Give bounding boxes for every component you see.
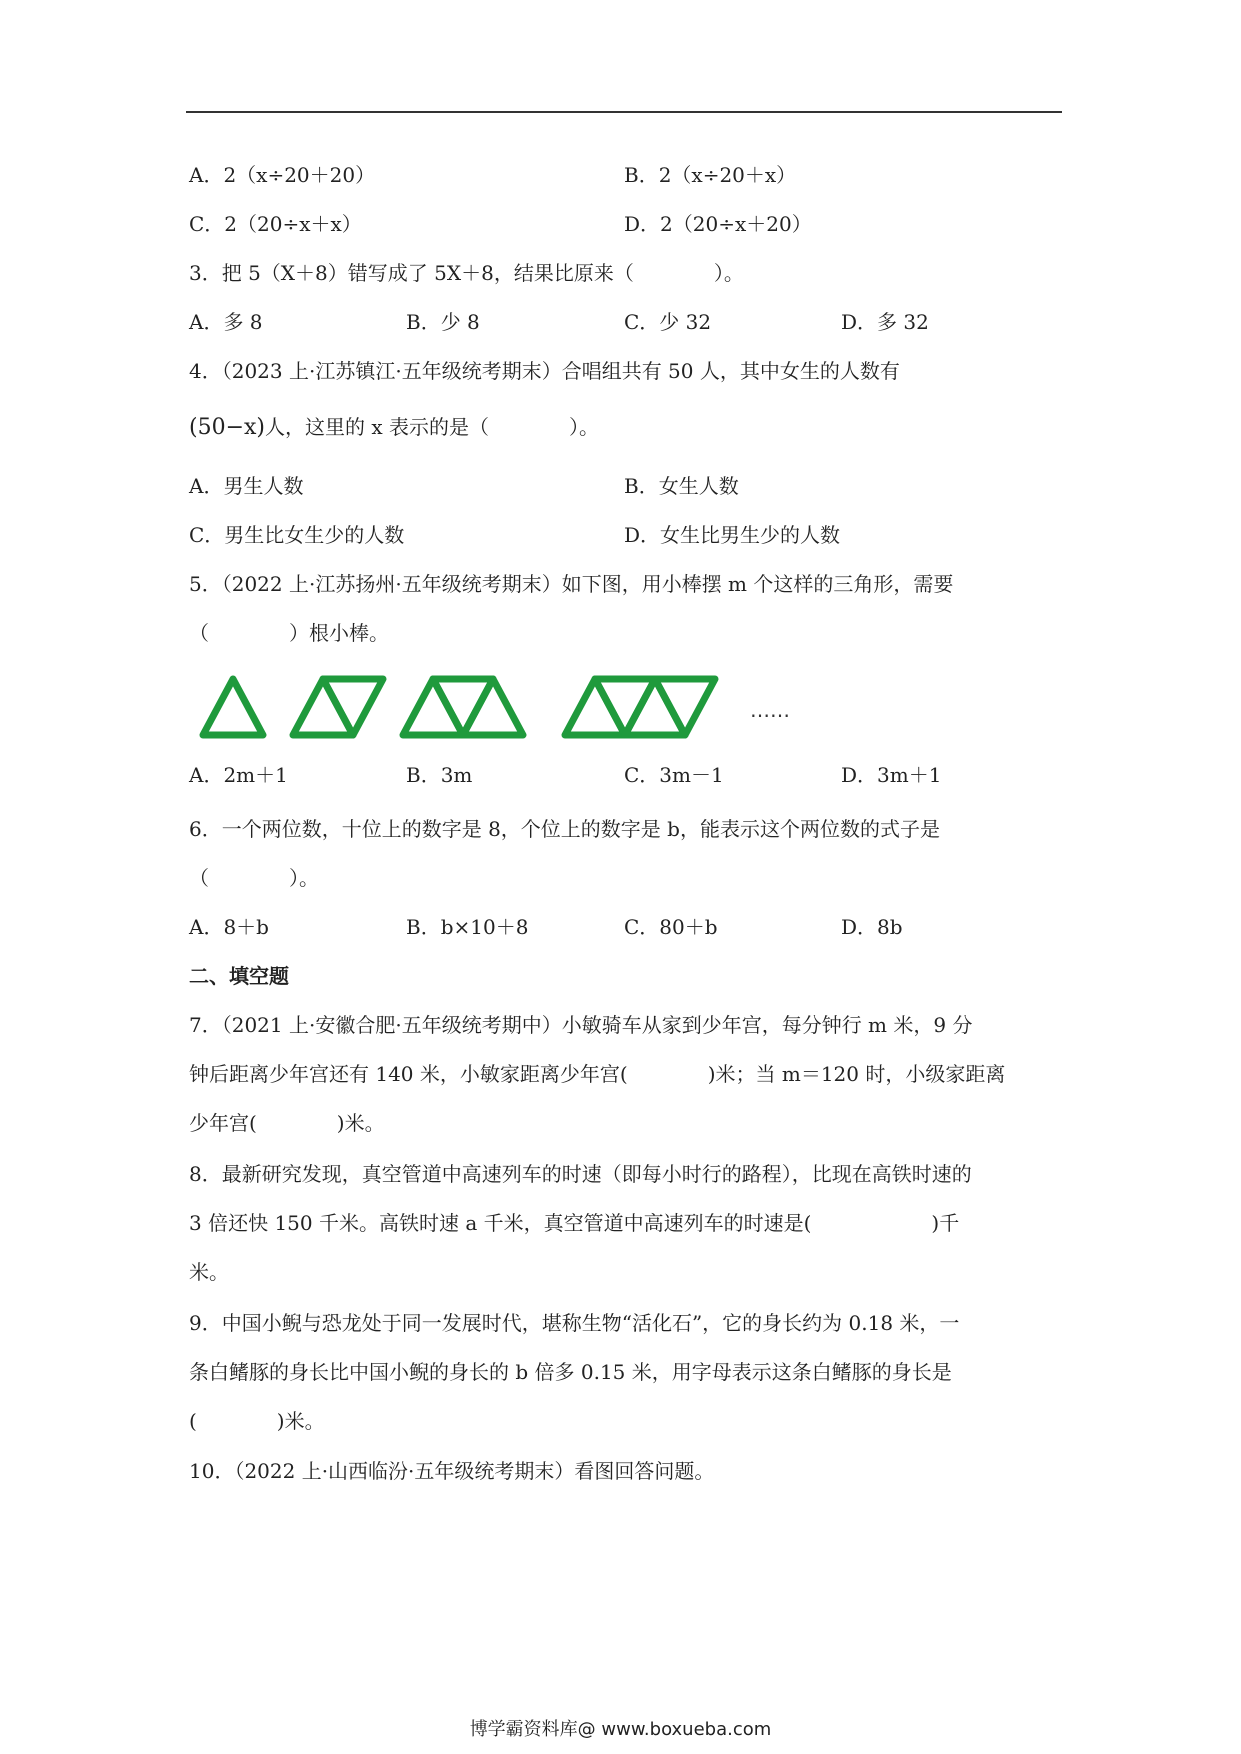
q5-option-c: C．3m－1 <box>624 763 724 787</box>
footer-watermark: 博学霸资料库@ www.boxueba.com <box>469 1719 772 1740</box>
q4-stem-line2 <box>189 412 599 443</box>
q4-option-d: D．女生比男生少的人数 <box>624 523 841 547</box>
q7-line2: 钟后距离少年宫还有 140 米，小敏家距离少年宫( )米；当 m＝120 时，小级家距离 <box>189 1062 1006 1086</box>
q5-option-a: A．2m＋1 <box>189 763 288 787</box>
triangle-1-of-1 <box>203 679 263 735</box>
q7-line3: 少年宫( )米。 <box>189 1111 385 1135</box>
q3-stem: 3．把 5（X＋8）错写成了 5X＋8，结果比原来（ ）。 <box>189 261 744 285</box>
matchstick-triangles-figure <box>190 665 830 759</box>
triangle-2-of-4 <box>595 679 655 735</box>
triangle-4-of-4 <box>655 679 715 735</box>
q3-option-b: B．少 8 <box>406 310 480 334</box>
q5-option-d: D．3m＋1 <box>841 763 942 787</box>
q4-stem-line1: 4．（2023 上·江苏镇江·五年级统考期末）合唱组共有 50 人，其中女生的人数有 <box>189 359 900 383</box>
q9-line3: ( )米。 <box>189 1409 325 1433</box>
q4-option-b: B．女生人数 <box>624 474 739 498</box>
q10-line1: 10．（2022 上·山西临汾·五年级统考期末）看图回答问题。 <box>189 1459 715 1483</box>
triangle-3-of-3 <box>463 679 523 735</box>
triangles-svg <box>190 665 830 755</box>
q6-option-b: B．b×10＋8 <box>406 915 529 939</box>
triangle-2-of-2 <box>323 679 383 735</box>
triangles-group-3 <box>403 679 523 735</box>
q2-option-b: B．2（x÷20＋x） <box>624 163 797 187</box>
triangle-3-of-4 <box>625 679 685 735</box>
q4-option-a: A．男生人数 <box>189 474 304 498</box>
q5-stem-line1: 5．（2022 上·江苏扬州·五年级统考期末）如下图，用小棒摆 m 个这样的三角形，需要 <box>189 572 954 596</box>
header-rule <box>186 111 1062 113</box>
q8-line1: 8．最新研究发现，真空管道中高速列车的时速（即每小时行的路程），比现在高铁时速的 <box>189 1162 972 1186</box>
q2-option-a: A．2（x÷20＋20） <box>189 163 376 187</box>
triangle-1-of-3 <box>403 679 463 735</box>
section-heading: 二、填空题 <box>189 964 289 988</box>
q3-option-d: D．多 32 <box>841 310 929 334</box>
q3-option-c: C．少 32 <box>624 310 712 334</box>
triangles-group-4 <box>565 679 715 735</box>
q7-line1: 7．（2021 上·安徽合肥·五年级统考期中）小敏骑车从家到少年宫，每分钟行 m 米，9 分 <box>189 1013 973 1037</box>
q5-option-b: B．3m <box>406 763 473 787</box>
q6-option-c: C．80＋b <box>624 915 718 939</box>
q9-line2: 条白鳍豚的身长比中国小鲵的身长的 b 倍多 0.15 米，用字母表示这条白鳍豚的身长是 <box>189 1360 952 1384</box>
figure-ellipsis: …… <box>750 698 790 722</box>
q4-expression: (50−x) <box>189 415 266 440</box>
q9-line1: 9．中国小鲵与恐龙处于同一发展时代，堪称生物“活化石”，它的身长约为 0.18 米，一 <box>189 1311 960 1335</box>
q6-stem-line1: 6．一个两位数，十位上的数字是 8，个位上的数字是 b，能表示这个两位数的式子是 <box>189 817 940 841</box>
q6-stem-line2: （ ）。 <box>189 866 319 890</box>
q3-option-a: A．多 8 <box>189 310 263 334</box>
q4-option-c: C．男生比女生少的人数 <box>189 523 405 547</box>
triangle-2-of-3 <box>433 679 493 735</box>
triangle-1-of-4 <box>565 679 625 735</box>
q2-option-c: C．2（20÷x＋x） <box>189 212 362 236</box>
q5-stem-line2: （ ）根小棒。 <box>189 621 389 645</box>
q6-option-d: D．8b <box>841 915 903 939</box>
q8-line3: 米。 <box>189 1260 229 1284</box>
q4-stem-text: 人，这里的 x 表示的是（ ）。 <box>265 415 600 439</box>
triangles-group-2 <box>293 679 383 735</box>
q8-line2: 3 倍还快 150 千米。高铁时速 a 千米，真空管道中高速列车的时速是( )千 <box>189 1211 960 1235</box>
triangle-1-of-2 <box>293 679 353 735</box>
q2-option-d: D．2（20÷x＋20） <box>624 212 812 236</box>
q6-option-a: A．8＋b <box>189 915 269 939</box>
